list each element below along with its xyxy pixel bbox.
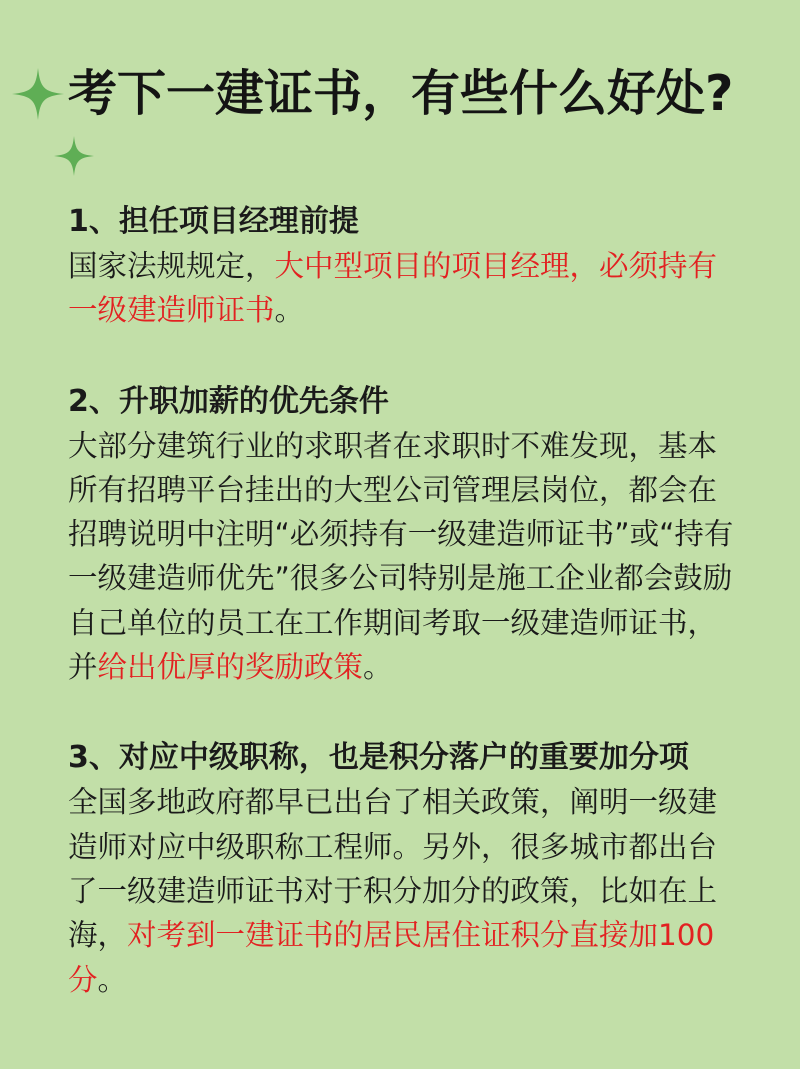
body-text: 全国多地政府都早已出台了相关政策，阐明一级建造师对应中级职称工程师。另外，很多城市都出台了一级建造师证书对于积分加分的政策，比如在上海， xyxy=(68,785,718,953)
section-project-manager xyxy=(68,200,738,333)
section-heading: 3、对应中级职称，也是积分落户的重要加分项 xyxy=(68,740,689,776)
body-text: 国家法规规定， xyxy=(68,249,275,283)
body-text: 。 xyxy=(97,962,128,997)
highlighted-text: 对考到一建证书的居民居住证积分直接加100分 xyxy=(68,918,715,997)
sparkle-icon xyxy=(12,68,64,120)
body-text: 。 xyxy=(363,650,393,685)
body-text: 。 xyxy=(274,293,305,328)
page-title: 考下一建证书，有些什么好处? xyxy=(68,65,734,122)
sparkle-icon xyxy=(54,136,94,176)
body-text: 大部分建筑行业的求职者在求职时不难发现，基本所有招聘平台挂出的大型公司管理层岗位，都会在招聘说明中注明“必须持有一级建造师证书”或“持有一级建造师优先”很多公司特别是施工企业都会鼓励自己单位的员工在工作期间考取一级建造师证书，并 xyxy=(68,428,734,685)
highlighted-text: 给出优厚的奖励政策 xyxy=(97,650,364,685)
section-heading: 2、升职加薪的优先条件 xyxy=(68,383,389,419)
section-promotion xyxy=(68,380,738,690)
highlighted-text: 大中型项目的项目经理，必须持有一级建造师证书 xyxy=(68,249,718,328)
section-body xyxy=(68,244,738,333)
section-title-points xyxy=(68,736,738,1001)
section-body xyxy=(68,424,738,690)
section-body xyxy=(68,780,738,1001)
article-content xyxy=(68,200,738,1049)
section-heading: 1、担任项目经理前提 xyxy=(68,204,359,239)
